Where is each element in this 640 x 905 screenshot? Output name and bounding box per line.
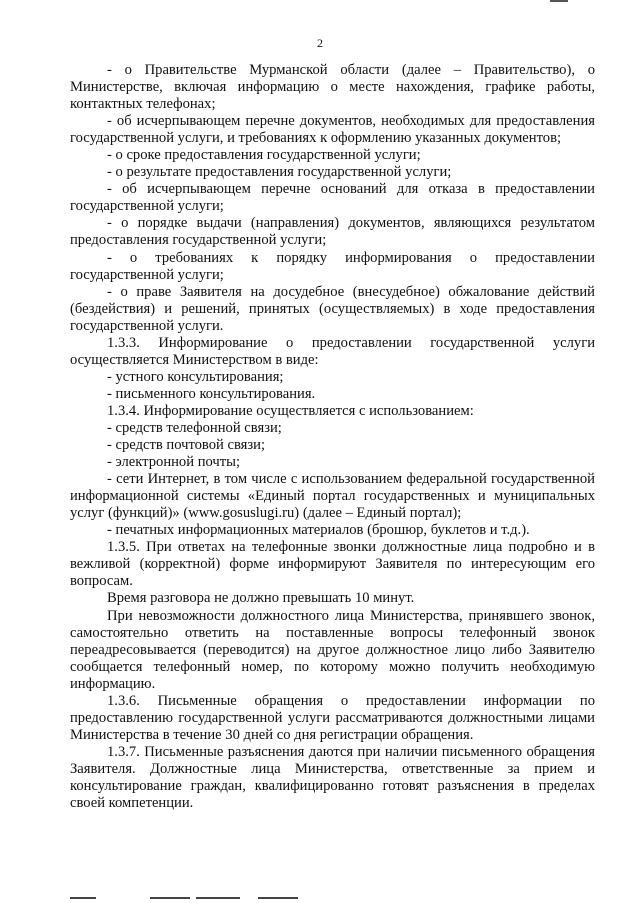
- paragraph-14: - средств почтовой связи;: [107, 437, 266, 454]
- paragraph-1: - о Правительстве Мурманской области (далее – Правительство), о Министерстве, включая информацию о месте нахождения, графике работы, контактных телефонах;: [70, 62, 595, 113]
- paragraph-19: Время разговора не должно превышать 10 минут.: [107, 590, 415, 607]
- scan-artifact-mark: [550, 0, 568, 2]
- paragraph-20: При невозможности должностного лица Министерства, принявшего звонок, самостоятельно ответить на поставленные вопросы телефонный звонок переадресовывается (переводится) на другое должностное лицо либо Заявителю сообщается телефонный номер, по которому можно получить необходимую информацию.: [70, 607, 595, 692]
- paragraph-21: 1.3.6. Письменные обращения о предоставлении информации по предоставлению государственной услуги рассматриваются должностными лицами Министерства в течение 30 дней со дня регистрации обращения.: [70, 692, 595, 743]
- paragraph-3: - о сроке предоставления государственной услуги;: [107, 147, 421, 164]
- paragraph-17: - печатных информационных материалов (брошюр, буклетов и т.д.).: [107, 522, 530, 539]
- paragraph-12: 1.3.4. Информирование осуществляется с использованием:: [107, 402, 474, 419]
- paragraph-6: - о порядке выдачи (направления) документов, являющихся результатом предоставления государственной услуги;: [70, 215, 595, 249]
- paragraph-10: - устного консультирования;: [107, 368, 284, 385]
- paragraph-13: - средств телефонной связи;: [107, 419, 282, 436]
- paragraph-7: - о требованиях к порядку информирования о предоставлении государственной услуги;: [70, 249, 595, 283]
- scan-artifact-bottom: [0, 897, 640, 905]
- paragraph-22: 1.3.7. Письменные разъяснения даются при наличии письменного обращения Заявителя. Должностные лица Министерства, ответственные за прием и консультирование граждан, квалифицированно готовят разъяснения в пределах своей компетенции.: [70, 743, 595, 812]
- paragraph-2: - об исчерпывающем перечне документов, необходимых для предоставления государственной услуги, и требованиях к оформлению указанных документов;: [70, 113, 595, 147]
- paragraph-9: 1.3.3. Информирование о предоставлении государственной услуги осуществляется Министерством в виде:: [70, 334, 595, 368]
- paragraph-5: - об исчерпывающем перечне оснований для отказа в предоставлении государственной услуги;: [70, 181, 595, 215]
- document-body: [70, 62, 595, 812]
- paragraph-11: - письменного консультирования.: [107, 385, 316, 402]
- paragraph-16: - сети Интернет, в том числе с использованием федеральной государственной информационной системы «Единый портал государственных и муниципальных услуг (функций)» (www.gosuslugi.ru) (далее – Единый портал);: [70, 471, 595, 522]
- page-number: 2: [317, 36, 323, 50]
- paragraph-18: 1.3.5. При ответах на телефонные звонки должностные лица подробно и в вежливой (корректной) форме информируют Заявителя по интересующим его вопросам.: [70, 539, 595, 590]
- paragraph-8: - о праве Заявителя на досудебное (внесудебное) обжалование действий (бездействия) и решений, принятых (осуществляемых) в ходе предоставления государственной услуги.: [70, 283, 595, 334]
- paragraph-15: - электронной почты;: [107, 454, 240, 471]
- paragraph-4: - о результате предоставления государственной услуги;: [107, 164, 452, 181]
